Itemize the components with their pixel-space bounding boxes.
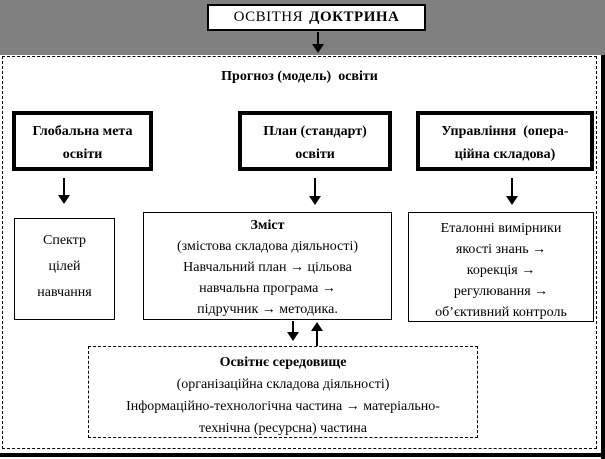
arrow-head-down-icon <box>312 44 324 53</box>
arrow-stem <box>63 178 65 196</box>
standards-line: об’єктивний контроль <box>435 305 567 320</box>
arrow-stem <box>316 330 318 347</box>
global-goal-box <box>12 111 153 171</box>
content-line: Навчальний план → цільова <box>183 260 352 275</box>
arrow-content-to-environment-down <box>287 321 300 341</box>
arrow-management-down <box>506 178 519 206</box>
content-line: підручник → методика. <box>197 302 338 317</box>
standards-box <box>408 212 594 322</box>
arrow-head-down-icon <box>287 332 299 341</box>
environment-line: (організаційна складова діяльності) <box>176 377 390 392</box>
content-box <box>143 212 392 320</box>
global-goal-line: освіти <box>62 147 103 162</box>
spectrum-box <box>14 218 115 320</box>
plan-standard-box <box>238 111 392 171</box>
model-title: Прогноз (модель) освіти <box>221 69 378 84</box>
arrow-environment-to-content-up <box>311 322 324 347</box>
standards-line: якості знань → <box>455 242 547 257</box>
doctrine-title-box <box>207 4 426 31</box>
global-goal-line: Глобальна мета <box>32 124 133 139</box>
environment-line: технічна (ресурсна) частина <box>199 421 367 436</box>
content-line: навчальна програма → <box>199 281 336 296</box>
standards-line: корекція → <box>466 263 536 278</box>
arrow-doctrine-down <box>312 32 325 53</box>
spectrum-line: навчання <box>37 285 92 300</box>
standards-line: регулювання → <box>453 284 549 299</box>
frame-border-bottom <box>0 453 605 457</box>
standards-line: Еталонні вимірники <box>440 221 562 236</box>
arrow-stem <box>511 178 513 197</box>
plan-standard-line: освіти <box>295 147 335 162</box>
management-line: Управління (опера- <box>441 124 569 139</box>
frame-border-right <box>601 55 605 459</box>
arrow-global-goal-down <box>58 178 71 205</box>
arrow-stem <box>314 178 316 197</box>
management-box <box>416 111 594 171</box>
environment-title: Освітнє середовище <box>219 355 347 370</box>
doctrine-word-bold: ДОКТРИНА <box>309 9 400 25</box>
spectrum-line: Спектр <box>43 233 86 248</box>
content-box-title: Зміст <box>250 218 285 233</box>
spectrum-line: цілей <box>48 259 81 274</box>
environment-dashed-box <box>88 346 478 438</box>
arrow-plan-down <box>309 178 322 206</box>
arrow-head-down-icon <box>309 196 321 205</box>
management-line: ційна складова) <box>454 147 556 162</box>
content-line: (змістова складова діяльності) <box>176 239 359 254</box>
environment-line: Інформаційно-технологічна частина → матеріально- <box>126 399 440 414</box>
arrow-head-down-icon <box>58 195 70 204</box>
arrow-head-down-icon <box>506 196 518 205</box>
doctrine-word-regular: ОСВІТНЯ <box>233 9 304 25</box>
plan-standard-line: План (стандарт) <box>263 124 367 139</box>
